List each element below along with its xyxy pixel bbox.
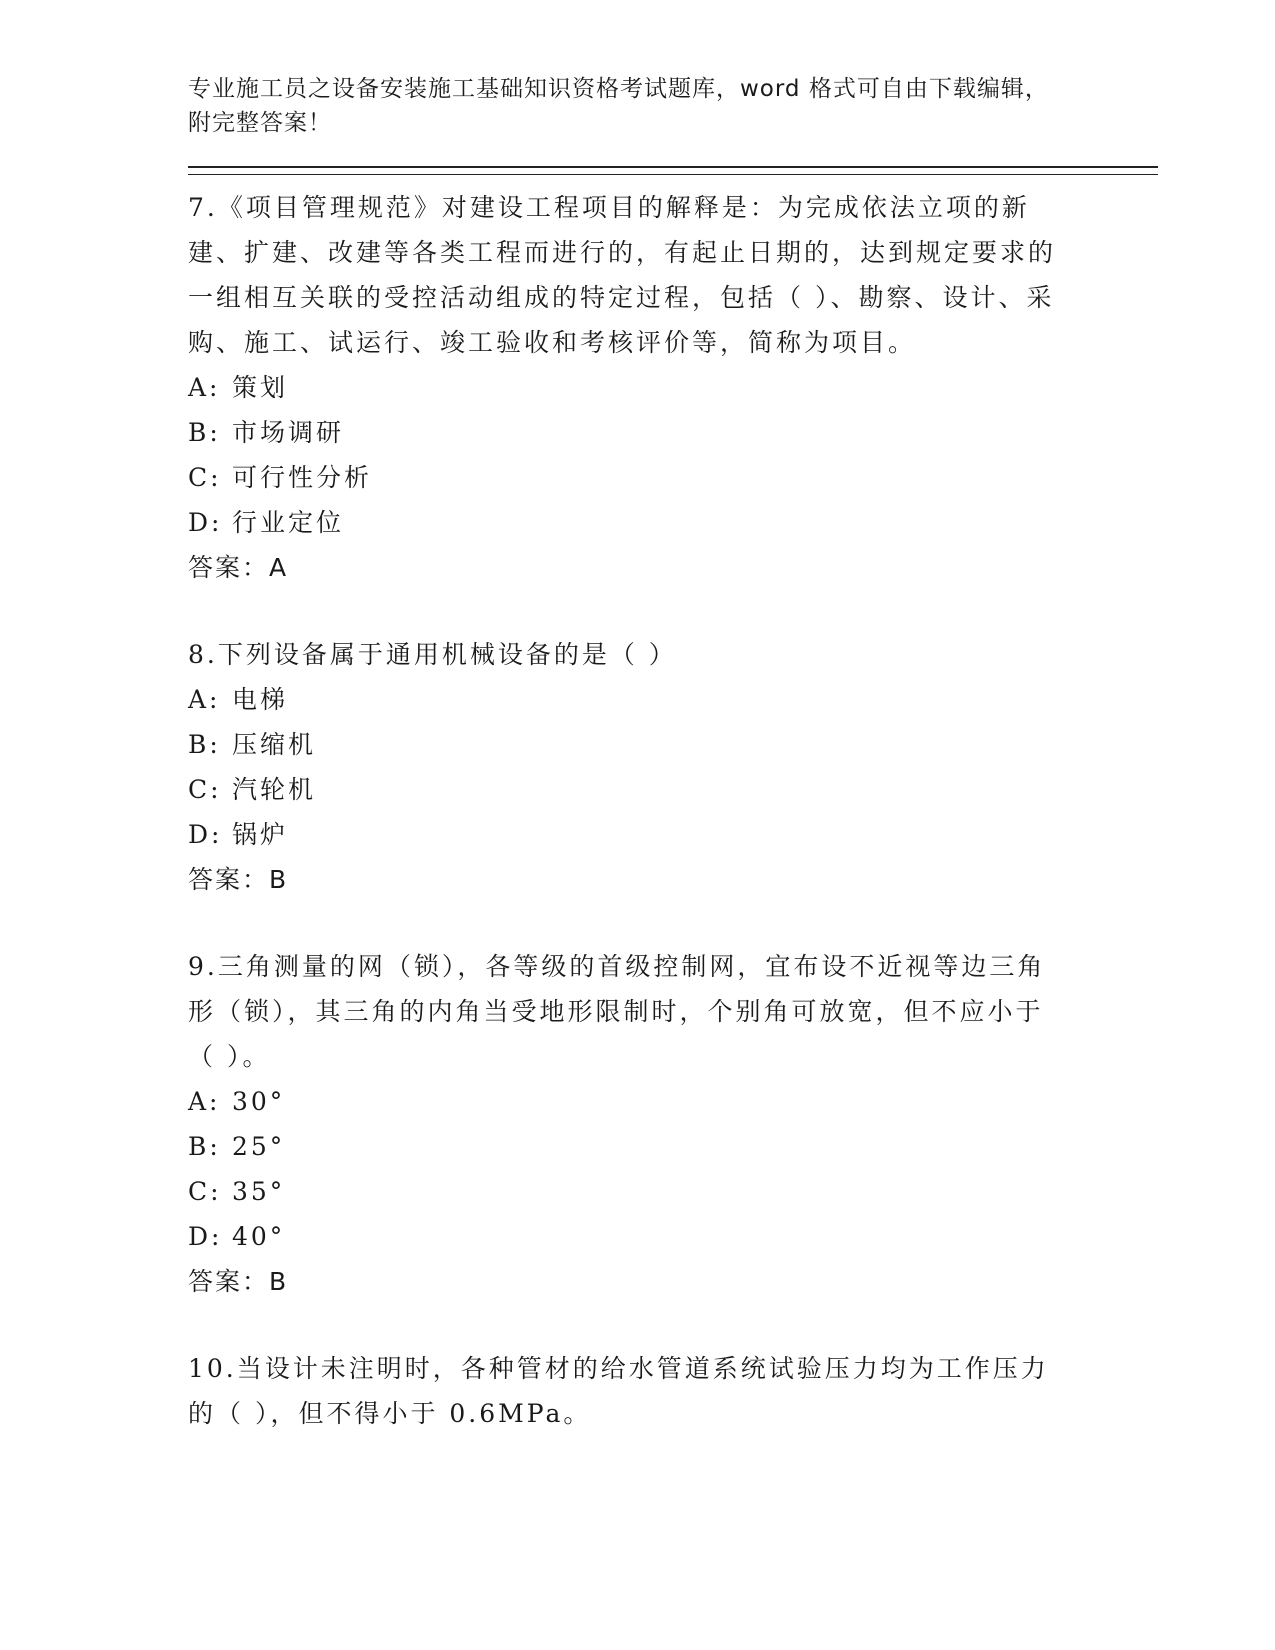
option-text: 汽轮机 [232, 775, 317, 804]
option-text: 40° [232, 1222, 286, 1251]
option-a [188, 365, 1158, 410]
option-letter: A: [188, 685, 221, 714]
option-text: 锅炉 [232, 820, 289, 849]
question-9 [188, 944, 1158, 1304]
question-7 [188, 185, 1158, 590]
option-d [188, 812, 1158, 857]
option-c [188, 455, 1158, 500]
question-stem: 7.《项目管理规范》对建设工程项目的解释是：为完成依法立项的新建、扩建、改建等各类工程而进行的，有起止日期的，达到规定要求的一组相互关联的受控活动组成的特定过程，包括（ ）、勘察、设计、采购、施工、试运行、竣工验收和考核评价等，简称为项目。 [188, 193, 1057, 357]
option-letter: A: [188, 373, 221, 402]
option-letter: D: [188, 508, 223, 537]
document-header: 专业施工员之设备安装施工基础知识资格考试题库，word 格式可自由下载编辑，附完整答案！ [188, 76, 1049, 136]
option-c [188, 767, 1158, 812]
document-page [188, 72, 1158, 1478]
option-text: 25° [232, 1132, 286, 1161]
option-d [188, 500, 1158, 545]
option-text: 市场调研 [232, 418, 345, 447]
option-letter: C: [188, 775, 222, 804]
option-letter: C: [188, 1177, 222, 1206]
question-list [188, 185, 1158, 1436]
option-text: 行业定位 [232, 508, 345, 537]
question-10 [188, 1346, 1158, 1436]
answer-line: 答案：A [188, 553, 289, 582]
option-text: 压缩机 [232, 730, 317, 759]
option-b [188, 1124, 1158, 1169]
option-letter: C: [188, 463, 222, 492]
question-stem: 10.当设计未注明时，各种管材的给水管道系统试验压力均为工作压力的（ ），但不得小于 0.6MPa。 [188, 1354, 1049, 1428]
option-a [188, 677, 1158, 722]
option-letter: B: [188, 418, 221, 447]
option-text: 电梯 [232, 685, 289, 714]
option-b [188, 722, 1158, 767]
option-text: 可行性分析 [232, 463, 373, 492]
option-letter: B: [188, 1132, 221, 1161]
option-text: 策划 [232, 373, 289, 402]
option-b [188, 410, 1158, 455]
option-letter: B: [188, 730, 221, 759]
answer-line: 答案：B [188, 865, 289, 894]
option-letter: D: [188, 820, 223, 849]
option-text: 35° [232, 1177, 286, 1206]
option-letter: A: [188, 1087, 221, 1116]
option-text: 30° [232, 1087, 286, 1116]
option-letter: D: [188, 1222, 223, 1251]
question-8 [188, 632, 1158, 902]
header-divider [188, 166, 1158, 175]
option-a [188, 1079, 1158, 1124]
option-c [188, 1169, 1158, 1214]
question-stem: 8.下列设备属于通用机械设备的是（ ） [188, 640, 677, 669]
question-stem: 9.三角测量的网（锁），各等级的首级控制网，宜布设不近视等边三角形（锁），其三角的内角当受地形限制时，个别角可放宽，但不应小于（ ）。 [188, 952, 1046, 1071]
option-d [188, 1214, 1158, 1259]
answer-line: 答案：B [188, 1267, 289, 1296]
